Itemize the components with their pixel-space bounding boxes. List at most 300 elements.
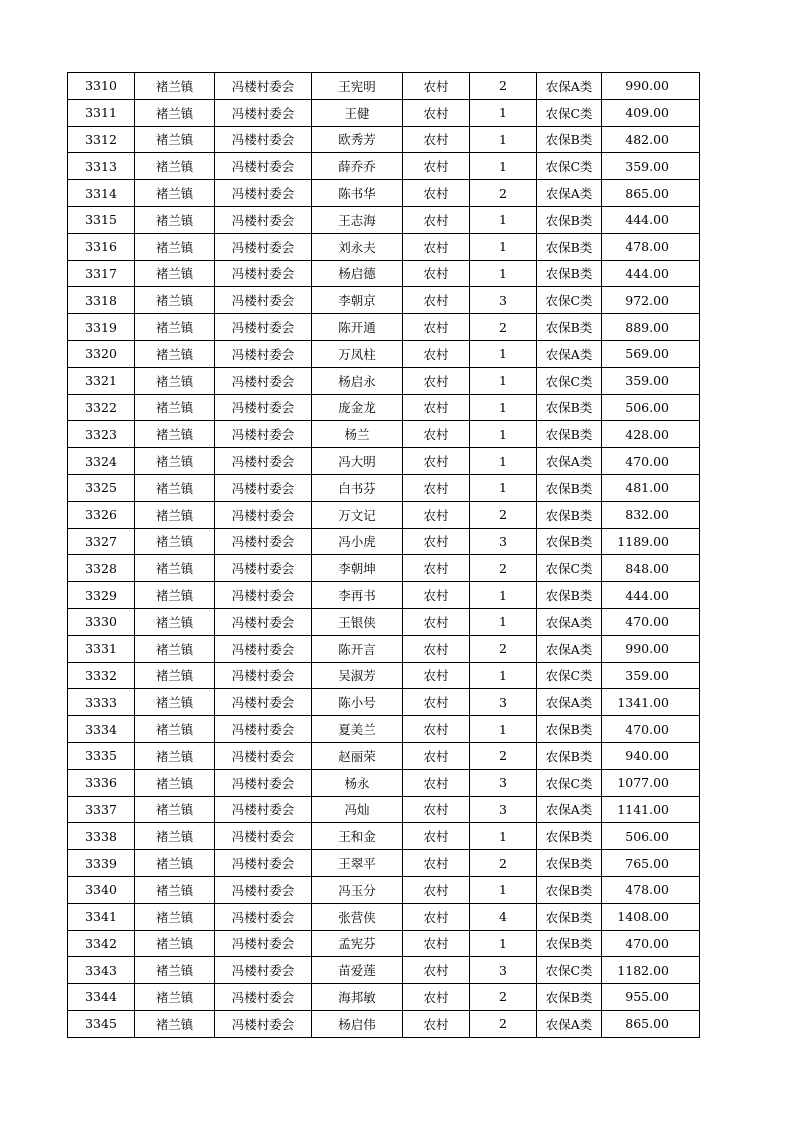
household-size-cell: 1 [470,367,537,394]
household-size-cell: 1 [470,448,537,475]
village-committee-cell: 冯楼村委会 [215,689,312,716]
household-size-cell: 1 [470,716,537,743]
household-size-cell: 1 [470,206,537,233]
household-size-cell: 2 [470,314,537,341]
area-type-cell: 农村 [403,528,470,555]
table-row [68,769,700,796]
insurance-category-cell: 农保A类 [537,448,602,475]
amount-cell: 470.00 [602,608,700,635]
name-cell: 王志海 [312,206,403,233]
insurance-category-cell: 农保C类 [537,769,602,796]
insurance-category-cell: 农保C类 [537,555,602,582]
amount-cell: 865.00 [602,180,700,207]
town-cell: 褚兰镇 [135,287,215,314]
table-row [68,716,700,743]
town-cell: 褚兰镇 [135,984,215,1011]
household-size-cell: 3 [470,528,537,555]
table-row [68,421,700,448]
name-cell: 欧秀芳 [312,126,403,153]
amount-cell: 482.00 [602,126,700,153]
town-cell: 褚兰镇 [135,796,215,823]
insurance-category-cell: 农保C类 [537,662,602,689]
area-type-cell: 农村 [403,823,470,850]
area-type-cell: 农村 [403,394,470,421]
household-size-cell: 1 [470,99,537,126]
area-type-cell: 农村 [403,876,470,903]
area-type-cell: 农村 [403,984,470,1011]
household-size-cell: 3 [470,287,537,314]
household-size-cell: 4 [470,903,537,930]
name-cell: 白书芬 [312,474,403,501]
household-size-cell: 1 [470,876,537,903]
name-cell: 王和金 [312,823,403,850]
name-cell: 刘永夫 [312,233,403,260]
household-size-cell: 2 [470,501,537,528]
table-row [68,635,700,662]
household-size-cell: 1 [470,662,537,689]
table-row [68,206,700,233]
insurance-category-cell: 农保B类 [537,260,602,287]
town-cell: 褚兰镇 [135,153,215,180]
household-size-cell: 1 [470,340,537,367]
table-row [68,260,700,287]
insurance-category-cell: 农保A类 [537,340,602,367]
area-type-cell: 农村 [403,689,470,716]
serial-number-cell: 3320 [68,340,135,367]
village-committee-cell: 冯楼村委会 [215,421,312,448]
serial-number-cell: 3310 [68,73,135,100]
village-committee-cell: 冯楼村委会 [215,367,312,394]
name-cell: 孟宪芬 [312,930,403,957]
insurance-category-cell: 农保B类 [537,501,602,528]
village-committee-cell: 冯楼村委会 [215,769,312,796]
village-committee-cell: 冯楼村委会 [215,742,312,769]
household-size-cell: 2 [470,555,537,582]
table-row [68,233,700,260]
serial-number-cell: 3329 [68,582,135,609]
area-type-cell: 农村 [403,635,470,662]
name-cell: 海邦敏 [312,984,403,1011]
town-cell: 褚兰镇 [135,99,215,126]
town-cell: 褚兰镇 [135,850,215,877]
area-type-cell: 农村 [403,742,470,769]
serial-number-cell: 3328 [68,555,135,582]
insurance-category-cell: 农保C类 [537,153,602,180]
table-row [68,474,700,501]
serial-number-cell: 3343 [68,957,135,984]
name-cell: 王宪明 [312,73,403,100]
name-cell: 陈小号 [312,689,403,716]
serial-number-cell: 3344 [68,984,135,1011]
village-committee-cell: 冯楼村委会 [215,957,312,984]
name-cell: 李朝坤 [312,555,403,582]
insurance-category-cell: 农保A类 [537,689,602,716]
serial-number-cell: 3326 [68,501,135,528]
table-row [68,99,700,126]
table-row [68,1010,700,1037]
village-committee-cell: 冯楼村委会 [215,206,312,233]
amount-cell: 848.00 [602,555,700,582]
table-row [68,957,700,984]
table-row [68,448,700,475]
household-size-cell: 1 [470,394,537,421]
household-size-cell: 3 [470,957,537,984]
table-row [68,876,700,903]
serial-number-cell: 3334 [68,716,135,743]
serial-number-cell: 3311 [68,99,135,126]
area-type-cell: 农村 [403,99,470,126]
area-type-cell: 农村 [403,180,470,207]
village-committee-cell: 冯楼村委会 [215,287,312,314]
insurance-category-cell: 农保A类 [537,73,602,100]
area-type-cell: 农村 [403,850,470,877]
serial-number-cell: 3332 [68,662,135,689]
village-committee-cell: 冯楼村委会 [215,662,312,689]
village-committee-cell: 冯楼村委会 [215,930,312,957]
serial-number-cell: 3324 [68,448,135,475]
town-cell: 褚兰镇 [135,501,215,528]
town-cell: 褚兰镇 [135,1010,215,1037]
village-committee-cell: 冯楼村委会 [215,474,312,501]
insurance-category-cell: 农保C类 [537,367,602,394]
insurance-category-cell: 农保B类 [537,823,602,850]
area-type-cell: 农村 [403,448,470,475]
serial-number-cell: 3335 [68,742,135,769]
household-size-cell: 1 [470,608,537,635]
serial-number-cell: 3330 [68,608,135,635]
village-committee-cell: 冯楼村委会 [215,448,312,475]
serial-number-cell: 3327 [68,528,135,555]
town-cell: 褚兰镇 [135,314,215,341]
village-committee-cell: 冯楼村委会 [215,823,312,850]
insurance-category-cell: 农保B类 [537,474,602,501]
household-size-cell: 3 [470,689,537,716]
name-cell: 王健 [312,99,403,126]
amount-cell: 569.00 [602,340,700,367]
serial-number-cell: 3316 [68,233,135,260]
area-type-cell: 农村 [403,260,470,287]
name-cell: 杨兰 [312,421,403,448]
table-row [68,287,700,314]
town-cell: 褚兰镇 [135,448,215,475]
name-cell: 李再书 [312,582,403,609]
amount-cell: 359.00 [602,367,700,394]
name-cell: 杨启伟 [312,1010,403,1037]
insurance-category-cell: 农保B类 [537,984,602,1011]
household-size-cell: 2 [470,742,537,769]
household-size-cell: 3 [470,769,537,796]
village-committee-cell: 冯楼村委会 [215,126,312,153]
household-size-cell: 1 [470,233,537,260]
serial-number-cell: 3323 [68,421,135,448]
town-cell: 褚兰镇 [135,528,215,555]
town-cell: 褚兰镇 [135,367,215,394]
amount-cell: 1189.00 [602,528,700,555]
area-type-cell: 农村 [403,153,470,180]
amount-cell: 478.00 [602,876,700,903]
amount-cell: 470.00 [602,448,700,475]
town-cell: 褚兰镇 [135,689,215,716]
area-type-cell: 农村 [403,340,470,367]
household-size-cell: 1 [470,153,537,180]
amount-cell: 1077.00 [602,769,700,796]
area-type-cell: 农村 [403,716,470,743]
area-type-cell: 农村 [403,73,470,100]
insurance-category-cell: 农保B类 [537,930,602,957]
table-row [68,180,700,207]
table-row [68,528,700,555]
household-size-cell: 1 [470,930,537,957]
household-size-cell: 2 [470,635,537,662]
amount-cell: 444.00 [602,582,700,609]
name-cell: 庞金龙 [312,394,403,421]
household-size-cell: 1 [470,823,537,850]
village-committee-cell: 冯楼村委会 [215,903,312,930]
table-row [68,930,700,957]
town-cell: 褚兰镇 [135,206,215,233]
amount-cell: 1141.00 [602,796,700,823]
town-cell: 褚兰镇 [135,582,215,609]
household-size-cell: 1 [470,126,537,153]
table-row [68,823,700,850]
household-size-cell: 1 [470,582,537,609]
village-committee-cell: 冯楼村委会 [215,233,312,260]
name-cell: 陈开言 [312,635,403,662]
area-type-cell: 农村 [403,126,470,153]
village-committee-cell: 冯楼村委会 [215,984,312,1011]
insurance-category-cell: 农保B类 [537,206,602,233]
insurance-category-cell: 农保B类 [537,528,602,555]
serial-number-cell: 3325 [68,474,135,501]
name-cell: 陈书华 [312,180,403,207]
table-row [68,796,700,823]
village-committee-cell: 冯楼村委会 [215,180,312,207]
amount-cell: 955.00 [602,984,700,1011]
amount-cell: 481.00 [602,474,700,501]
amount-cell: 359.00 [602,153,700,180]
village-committee-cell: 冯楼村委会 [215,260,312,287]
town-cell: 褚兰镇 [135,823,215,850]
insurance-category-cell: 农保B类 [537,716,602,743]
household-size-cell: 1 [470,260,537,287]
name-cell: 王银侠 [312,608,403,635]
town-cell: 褚兰镇 [135,260,215,287]
amount-cell: 359.00 [602,662,700,689]
amount-cell: 865.00 [602,1010,700,1037]
town-cell: 褚兰镇 [135,73,215,100]
area-type-cell: 农村 [403,421,470,448]
table-row [68,153,700,180]
table-row [68,126,700,153]
insurance-category-cell: 农保B类 [537,742,602,769]
table-row [68,608,700,635]
area-type-cell: 农村 [403,287,470,314]
amount-cell: 1182.00 [602,957,700,984]
household-size-cell: 2 [470,73,537,100]
village-committee-cell: 冯楼村委会 [215,876,312,903]
serial-number-cell: 3331 [68,635,135,662]
name-cell: 冯灿 [312,796,403,823]
area-type-cell: 农村 [403,796,470,823]
insurance-category-cell: 农保A类 [537,1010,602,1037]
household-size-cell: 2 [470,180,537,207]
table-row [68,582,700,609]
name-cell: 夏美兰 [312,716,403,743]
town-cell: 褚兰镇 [135,903,215,930]
town-cell: 褚兰镇 [135,608,215,635]
serial-number-cell: 3338 [68,823,135,850]
amount-cell: 444.00 [602,260,700,287]
village-committee-cell: 冯楼村委会 [215,528,312,555]
town-cell: 褚兰镇 [135,769,215,796]
insurance-category-cell: 农保B类 [537,126,602,153]
table-row [68,314,700,341]
table-row [68,984,700,1011]
amount-cell: 765.00 [602,850,700,877]
amount-cell: 506.00 [602,823,700,850]
insurance-category-cell: 农保C类 [537,957,602,984]
name-cell: 薛乔乔 [312,153,403,180]
area-type-cell: 农村 [403,233,470,260]
area-type-cell: 农村 [403,474,470,501]
table-row [68,689,700,716]
household-size-cell: 1 [470,421,537,448]
serial-number-cell: 3312 [68,126,135,153]
village-committee-cell: 冯楼村委会 [215,582,312,609]
serial-number-cell: 3319 [68,314,135,341]
serial-number-cell: 3337 [68,796,135,823]
name-cell: 万文记 [312,501,403,528]
serial-number-cell: 3322 [68,394,135,421]
household-size-cell: 2 [470,850,537,877]
table-row [68,394,700,421]
name-cell: 冯大明 [312,448,403,475]
amount-cell: 470.00 [602,716,700,743]
area-type-cell: 农村 [403,206,470,233]
amount-cell: 1341.00 [602,689,700,716]
amount-cell: 990.00 [602,635,700,662]
insurance-category-cell: 农保A类 [537,796,602,823]
insurance-category-cell: 农保B类 [537,421,602,448]
village-committee-cell: 冯楼村委会 [215,394,312,421]
town-cell: 褚兰镇 [135,421,215,448]
area-type-cell: 农村 [403,903,470,930]
serial-number-cell: 3333 [68,689,135,716]
area-type-cell: 农村 [403,555,470,582]
table-body [68,73,700,1038]
amount-cell: 470.00 [602,930,700,957]
table-row [68,662,700,689]
amount-cell: 889.00 [602,314,700,341]
amount-cell: 832.00 [602,501,700,528]
name-cell: 万凤柱 [312,340,403,367]
town-cell: 褚兰镇 [135,555,215,582]
town-cell: 褚兰镇 [135,394,215,421]
area-type-cell: 农村 [403,367,470,394]
serial-number-cell: 3340 [68,876,135,903]
insurance-category-cell: 农保A类 [537,635,602,662]
area-type-cell: 农村 [403,314,470,341]
insurance-category-cell: 农保A类 [537,180,602,207]
serial-number-cell: 3318 [68,287,135,314]
area-type-cell: 农村 [403,957,470,984]
amount-cell: 478.00 [602,233,700,260]
amount-cell: 1408.00 [602,903,700,930]
town-cell: 褚兰镇 [135,876,215,903]
insurance-category-cell: 农保B类 [537,394,602,421]
village-committee-cell: 冯楼村委会 [215,501,312,528]
serial-number-cell: 3315 [68,206,135,233]
name-cell: 赵丽荣 [312,742,403,769]
table-row [68,501,700,528]
table-row [68,340,700,367]
household-size-cell: 1 [470,474,537,501]
town-cell: 褚兰镇 [135,126,215,153]
insurance-category-cell: 农保B类 [537,876,602,903]
town-cell: 褚兰镇 [135,716,215,743]
town-cell: 褚兰镇 [135,662,215,689]
area-type-cell: 农村 [403,1010,470,1037]
village-committee-cell: 冯楼村委会 [215,1010,312,1037]
village-committee-cell: 冯楼村委会 [215,608,312,635]
area-type-cell: 农村 [403,582,470,609]
household-size-cell: 2 [470,1010,537,1037]
data-table [67,72,700,1038]
serial-number-cell: 3345 [68,1010,135,1037]
village-committee-cell: 冯楼村委会 [215,340,312,367]
amount-cell: 940.00 [602,742,700,769]
village-committee-cell: 冯楼村委会 [215,796,312,823]
name-cell: 冯玉分 [312,876,403,903]
serial-number-cell: 3336 [68,769,135,796]
village-committee-cell: 冯楼村委会 [215,314,312,341]
table-row [68,367,700,394]
town-cell: 褚兰镇 [135,233,215,260]
town-cell: 褚兰镇 [135,340,215,367]
amount-cell: 444.00 [602,206,700,233]
table-row [68,903,700,930]
insurance-category-cell: 农保C类 [537,99,602,126]
area-type-cell: 农村 [403,662,470,689]
insurance-category-cell: 农保B类 [537,903,602,930]
table-row [68,555,700,582]
village-committee-cell: 冯楼村委会 [215,635,312,662]
serial-number-cell: 3317 [68,260,135,287]
name-cell: 陈开通 [312,314,403,341]
name-cell: 杨启德 [312,260,403,287]
town-cell: 褚兰镇 [135,474,215,501]
name-cell: 王翠平 [312,850,403,877]
insurance-category-cell: 农保B类 [537,582,602,609]
town-cell: 褚兰镇 [135,930,215,957]
area-type-cell: 农村 [403,930,470,957]
serial-number-cell: 3339 [68,850,135,877]
name-cell: 吴淑芳 [312,662,403,689]
village-committee-cell: 冯楼村委会 [215,850,312,877]
area-type-cell: 农村 [403,608,470,635]
household-size-cell: 3 [470,796,537,823]
name-cell: 李朝京 [312,287,403,314]
name-cell: 苗爱莲 [312,957,403,984]
serial-number-cell: 3321 [68,367,135,394]
name-cell: 张营侠 [312,903,403,930]
serial-number-cell: 3342 [68,930,135,957]
serial-number-cell: 3341 [68,903,135,930]
serial-number-cell: 3313 [68,153,135,180]
amount-cell: 972.00 [602,287,700,314]
village-committee-cell: 冯楼村委会 [215,555,312,582]
name-cell: 杨永 [312,769,403,796]
